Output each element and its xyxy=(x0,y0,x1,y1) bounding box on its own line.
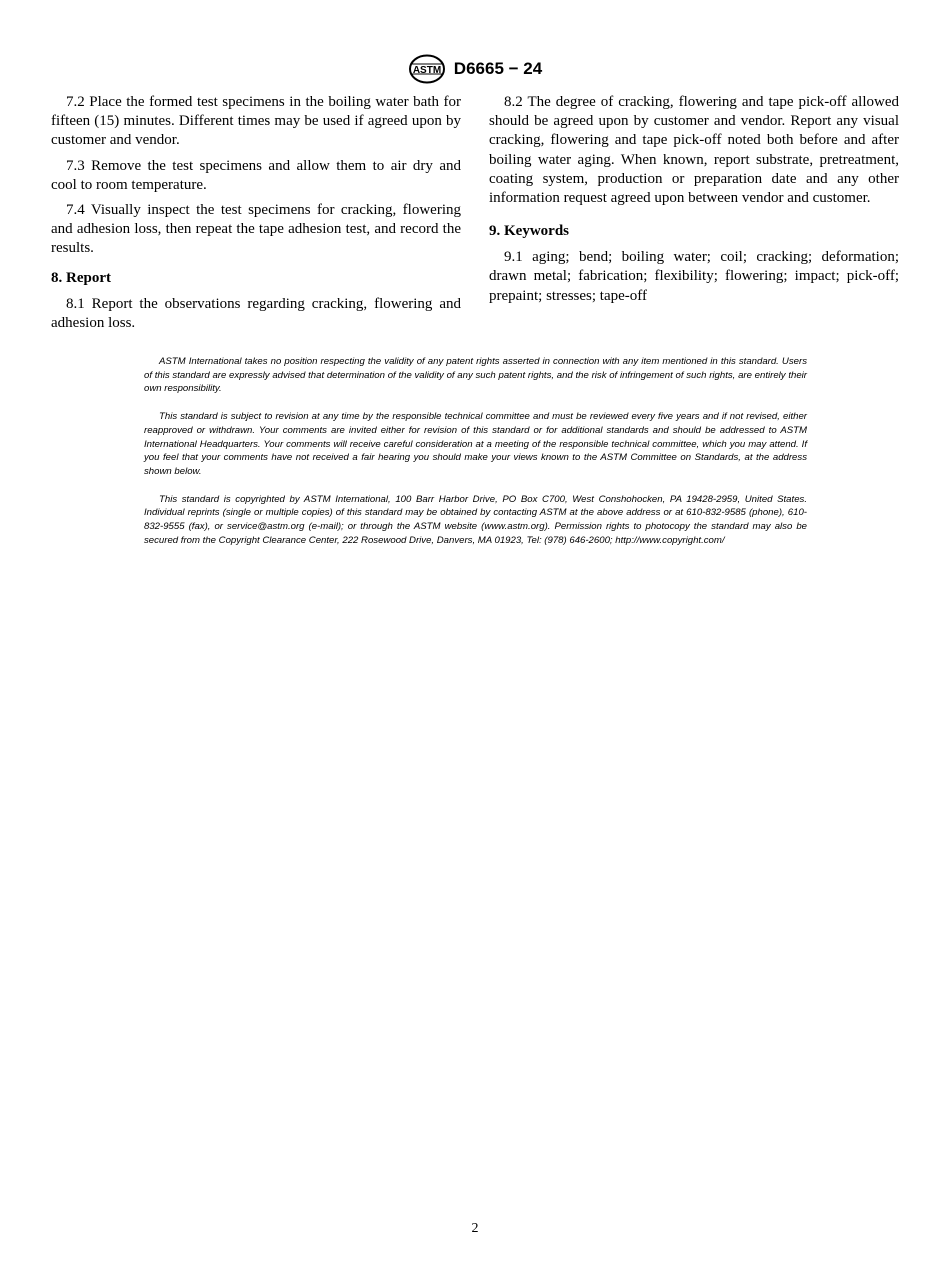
page-number: 2 xyxy=(471,1221,479,1236)
section-8-heading: 8. Report xyxy=(51,269,111,286)
paragraph-7-3: 7.3 Remove the test specimens and allow them to air dry and cool to room temperature. xyxy=(51,157,461,193)
right-column xyxy=(489,93,899,312)
paragraph-7-4: 7.4 Visually inspect the test specimens for cracking, flowering and adhesion loss, then repeat the tape adhesion test, and record the results. xyxy=(51,202,461,257)
svg-text:ASTM: ASTM xyxy=(412,65,441,76)
patent-notice: ASTM International takes no position respecting the validity of any patent rights asserted in connection with any item mentioned in this standard. Users of this standard are expressly advised that determination of the validity of any such patent rights, and the risk of infringement of such rights, are entirely their own responsibility. xyxy=(144,356,807,395)
paragraph-8-2: 8.2 The degree of cracking, flowering and tape pick-off allowed should be agreed upon by customer and vendor. Report any visual cracking, flowering and tape pick-off noted both before and after boiling water aging. When known, report substrate, pretreatment, coating system, production or preparation date and any other information request agreed upon between vendor and customer. xyxy=(489,94,899,207)
section-9-heading: 9. Keywords xyxy=(489,223,569,240)
revision-notice: This standard is subject to revision at any time by the responsible technical committee and must be reviewed every five years and if not revised, either reapproved or withdrawn. Your comments are invited either for revision of this standard or for additional standards and should be addressed to ASTM International Headquarters. Your comments will receive careful consideration at a meeting of the responsible technical committee, which you may attend. If you feel that your comments have not received a fair hearing you should make your views known to the ASTM Committee on Standards, at the address shown below. xyxy=(144,411,807,477)
copyright-notice: This standard is copyrighted by ASTM International, 100 Barr Harbor Drive, PO Box C700, West Conshohocken, PA 19428-2959, United States. Individual reprints (single or multiple copies) of this standard may be obtained by contacting ASTM at the above address or at 610-832-9585 (phone), 610-832-9555 (fax), or service@astm.org (e-mail); or through the ASTM website (www.astm.org). Permission rights to photocopy the standard may also be secured from the Copyright Clearance Center, 222 Rosewood Drive, Danvers, MA 01923, Tel: (978) 646-2600; http://www.copyright.com/ xyxy=(144,493,807,546)
page-header xyxy=(0,52,950,86)
paragraph-7-2: 7.2 Place the formed test specimens in the boiling water bath for fifteen (15) minutes. Different times may be used if agreed upon by customer and vendor. xyxy=(51,94,461,149)
astm-logo-icon xyxy=(408,54,446,84)
legal-notices xyxy=(144,355,807,561)
paragraph-9-1: 9.1 aging; bend; boiling water; coil; cracking; deformation; drawn metal; fabrication; flexibility; flowering; impact; pick-off; prepaint; stresses; tape-off xyxy=(489,249,899,304)
document-designation: D6665 − 24 xyxy=(453,59,543,78)
paragraph-8-1: 8.1 Report the observations regarding cracking, flowering and adhesion loss. xyxy=(51,295,461,331)
left-column xyxy=(51,93,461,339)
